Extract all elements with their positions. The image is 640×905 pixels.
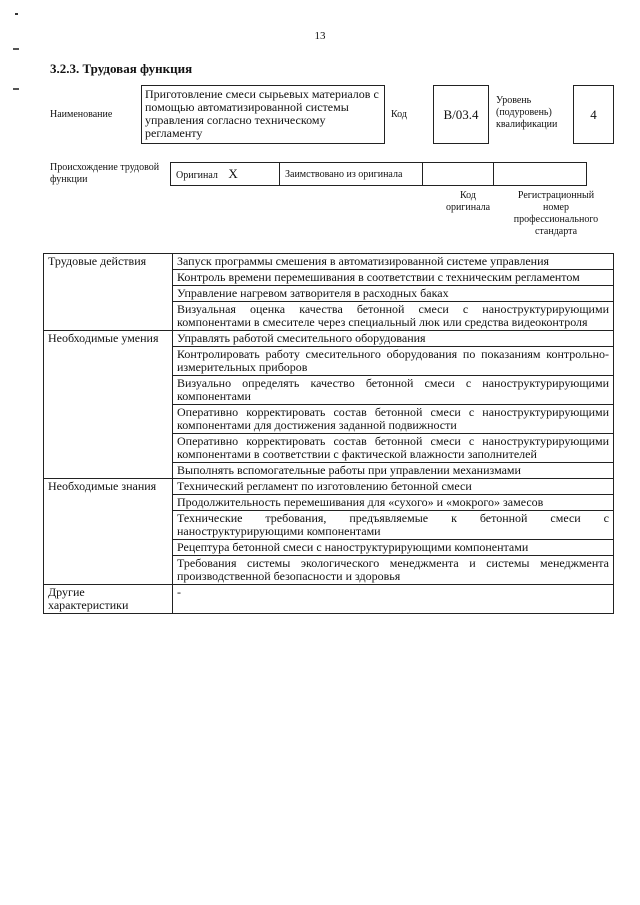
original-label: Оригинал (176, 170, 218, 181)
row-title: Другие характеристики (44, 585, 173, 614)
row-title: Трудовые действия (44, 254, 173, 331)
table-row (44, 479, 614, 495)
name-label: Наименование (50, 109, 113, 120)
code-label: Код (391, 109, 407, 120)
list-item: Контролировать работу смесительного оборудования по показаниям контрольно-измерительных приборов (173, 347, 614, 376)
origin-original-cell (171, 163, 280, 186)
list-item: Управлять работой смесительного оборудования (173, 331, 614, 347)
list-item: Продолжительность перемешивания для «сухого» и «мокрого» замесов (173, 495, 614, 511)
page-number: 13 (314, 30, 326, 42)
list-item: Визуально определять качество бетонной смеси с наноструктурирующими компонентами (173, 376, 614, 405)
list-item: Запуск программы смешения в автоматизированной системе управления (173, 254, 614, 270)
table-row (44, 331, 614, 347)
list-item: Визуальная оценка качества бетонной смеси с наноструктурирующими компонентами в смесителе через специальный люк или средства видеоконтроля (173, 302, 614, 331)
row-title: Необходимые знания (44, 479, 173, 585)
level-label: Уровень (подуровень) квалификации (496, 95, 558, 130)
scan-mark (13, 48, 19, 50)
list-item: Оперативно корректировать состав бетонной смеси с наноструктурирующими компонентами в соответствии с фактической влажности заполнителей (173, 434, 614, 463)
qualification-level-box: 4 (573, 85, 614, 144)
function-details-table (43, 253, 614, 614)
original-mark: X (228, 166, 238, 181)
list-item: Требования системы экологического менеджмента и системы менеджмента производственной безопасности и здоровья (173, 556, 614, 585)
origin-label: Происхождение трудовой функции (50, 162, 160, 185)
scan-mark (13, 88, 19, 90)
section-title: 3.2.3. Трудовая функция (50, 61, 193, 76)
function-name-box: Приготовление смеси сырьевых материалов с помощью автоматизированной системы управления согласно техническому регламенту (141, 85, 385, 144)
list-item: Технические требования, предъявляемые к бетонной смеси с наноструктурирующими компонентами (173, 511, 614, 540)
list-item: - (173, 585, 614, 614)
list-item: Рецептура бетонной смеси с наноструктурирующими компонентами (173, 540, 614, 556)
borrowed-label: Заимствовано из оригинала (280, 163, 423, 186)
list-item: Выполнять вспомогательные работы при управлении механизмами (173, 463, 614, 479)
function-code-box: B/03.4 (433, 85, 489, 144)
scan-mark (15, 13, 18, 15)
code-original-caption: Код оригинала (445, 190, 491, 213)
origin-table (170, 162, 587, 186)
list-item: Технический регламент по изготовлению бетонной смеси (173, 479, 614, 495)
table-row (44, 585, 614, 614)
code-original-cell (423, 163, 494, 186)
reg-number-caption: Регистрационный номер профессионального стандарта (513, 190, 599, 237)
list-item: Контроль времени перемешивания в соответствии с техническим регламентом (173, 270, 614, 286)
table-row (44, 254, 614, 270)
list-item: Оперативно корректировать состав бетонной смеси с наноструктурирующими компонентами для достижения заданной подвижности (173, 405, 614, 434)
reg-number-cell (494, 163, 587, 186)
list-item: Управление нагревом затворителя в расходных баках (173, 286, 614, 302)
row-title: Необходимые умения (44, 331, 173, 479)
